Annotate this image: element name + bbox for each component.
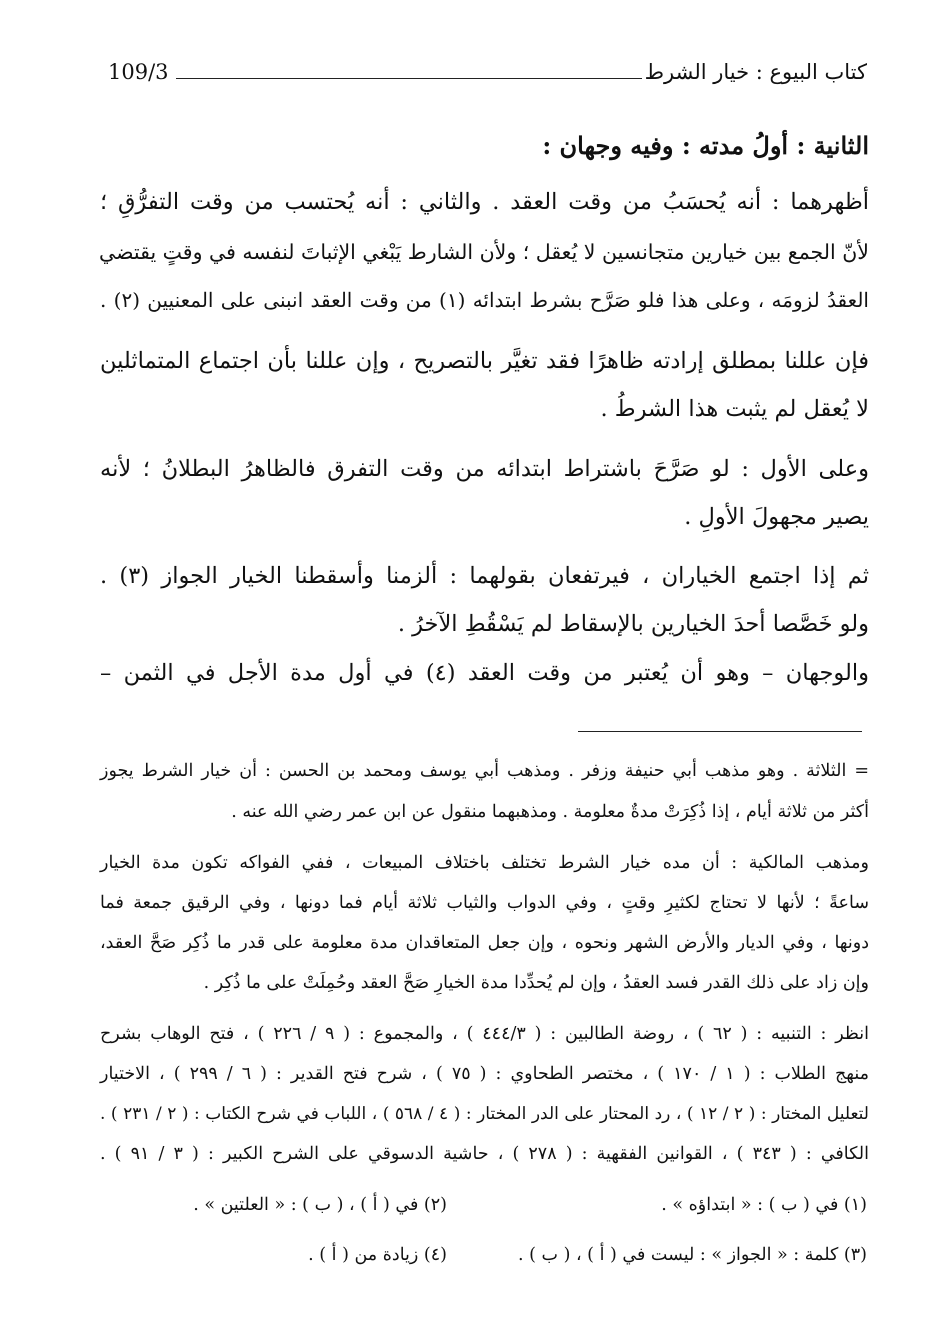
footnote-line: ساعةً ؛ لأنها لا تحتاج لكثيرِ وقتٍ ، وفي الدواب والثياب ثلاثة أيام فما دونها ، وفي الرقيق جمعة فما	[100, 893, 869, 913]
footnote-line: = الثلاثة . وهو مذهب أبي حنيفة وزفر . ومذهب أبي يوسف ومحمد بن الحسن : أن خيار الشرط يجوز	[100, 761, 869, 781]
body-line: وعلى الأول : لو صَرَّحَ باشتراط ابتدائه من وقت التفرق فالظاهرُ البطلانُ ؛ لأنه	[100, 456, 869, 482]
footnote-line: انظر : التنبيه : ( ٦٢ ) ، روضة الطالبين : ( ٤٤٤/٣ ) ، والمجموع : ( ٩ / ٢٢٦ ) ، فتح الوهاب بشرح	[100, 1024, 870, 1044]
body-line: أظهرهما : أنه يُحسَبُ من وقت العقد . والثاني : أنه يُحتسب من وقت التفرُّقِ ؛	[100, 189, 869, 215]
body-line: والوجهان – وهو أن يُعتبر من وقت العقد (٤) في أول مدة الأجل في الثمن –	[100, 660, 869, 686]
footnote-separator	[578, 731, 862, 732]
body-line: العقدُ لزومَه ، وعلى هذا فلو صَرَّح بشرط ابتدائه (١) من وقت العقد انبنى على المعنيين (٢) .	[100, 288, 869, 312]
variant-note: (٢) في ( أ ) ، ( ب ) : « العلتين » .	[193, 1195, 447, 1215]
body-line: ثم إذا اجتمع الخياران ، فيرتفعان بقولهما : ألزمنا وأسقطنا الخيار الجواز (٣) .	[100, 563, 869, 589]
footnote-line: ومذهب المالكية : أن مده خيار الشرط تختلف باختلاف المبيعات ، ففي الفواكه تكون مدة الخيار	[100, 853, 869, 873]
footnote-line: الكافي : ( ٣٤٣ ) ، القوانين الفقهية : ( ٢٧٨ ) ، حاشية الدسوقي على الشرح الكبير : ( ٣ / ٩١ ) .	[100, 1144, 869, 1164]
footnote-line: لتعليل المختار : ( ٢ / ١٢ ) ، رد المحتار على الدر المختار : ( ٤ / ٥٦٨ ) ، اللباب في شرح الكتاب : ( ٢ / ٢٣١ ) .	[100, 1104, 869, 1124]
header-rule	[176, 78, 642, 79]
footnote-line: منهج الطلاب : ( ١ / ١٧٠ ) ، مختصر الطحاوي : ( ٧٥ ) ، شرح فتح القدير : ( ٦ / ٢٩٩ ) ، الاختيار	[100, 1064, 870, 1084]
footnote-line: أكثر من ثلاثة أيام ، إذا ذُكِرَتْ مدةٌ معلومة . ومذهبهما منقول عن ابن عمر رضي الله عنه .	[231, 802, 869, 822]
body-line: يصير مجهولَ الأولِ .	[684, 504, 869, 530]
body-line: لأنّ الجمع بين خيارين متجانسين لا يُعقل ؛ ولأن الشارط يَبْغي الإثباتَ لنفسه في وقتٍ يقتضي	[99, 240, 869, 264]
body-line: لا يُعقل لم يثبت هذا الشرطُ .	[600, 396, 869, 422]
variant-note: (٤) زيادة من ( أ ) .	[308, 1245, 447, 1265]
footnote-line: دونها ، وفي الديار والأرض الشهر ونحوه ، وإن جعل المتعاقدان مدة معلومة على قدر ما ذُكِر صَحَّ العقد،	[100, 933, 869, 953]
body-line: فإن عللنا بمطلق إرادته ظاهرًا فقد تغيَّر بالتصريح ، وإن عللنا بأن اجتماع المتماثلين	[100, 348, 869, 374]
running-header	[108, 60, 867, 96]
variant-note: (٣) كلمة : « الجواز » : ليست في ( أ ) ، ( ب ) .	[518, 1245, 867, 1265]
variant-note: (١) في ( ب ) : « ابتداؤه » .	[661, 1195, 867, 1215]
section-heading: الثانية : أولُ مدته : وفيه وجهان :	[542, 131, 869, 160]
page-number: 109/3	[108, 60, 169, 84]
running-header-title: كتاب البيوع : خيار الشرط	[644, 60, 867, 84]
footnote-line: وإن زاد على ذلك القدر فسد العقدُ ، وإن لم يُحدِّدا مدة الخيارِ صَحَّ العقد وحُمِلَتْ على ما ذُكِر .	[203, 973, 869, 993]
body-line: ولو خَصَّصا أحدَ الخيارين بالإسقاط لم يَسْقُطِ الآخرُ .	[397, 611, 869, 637]
